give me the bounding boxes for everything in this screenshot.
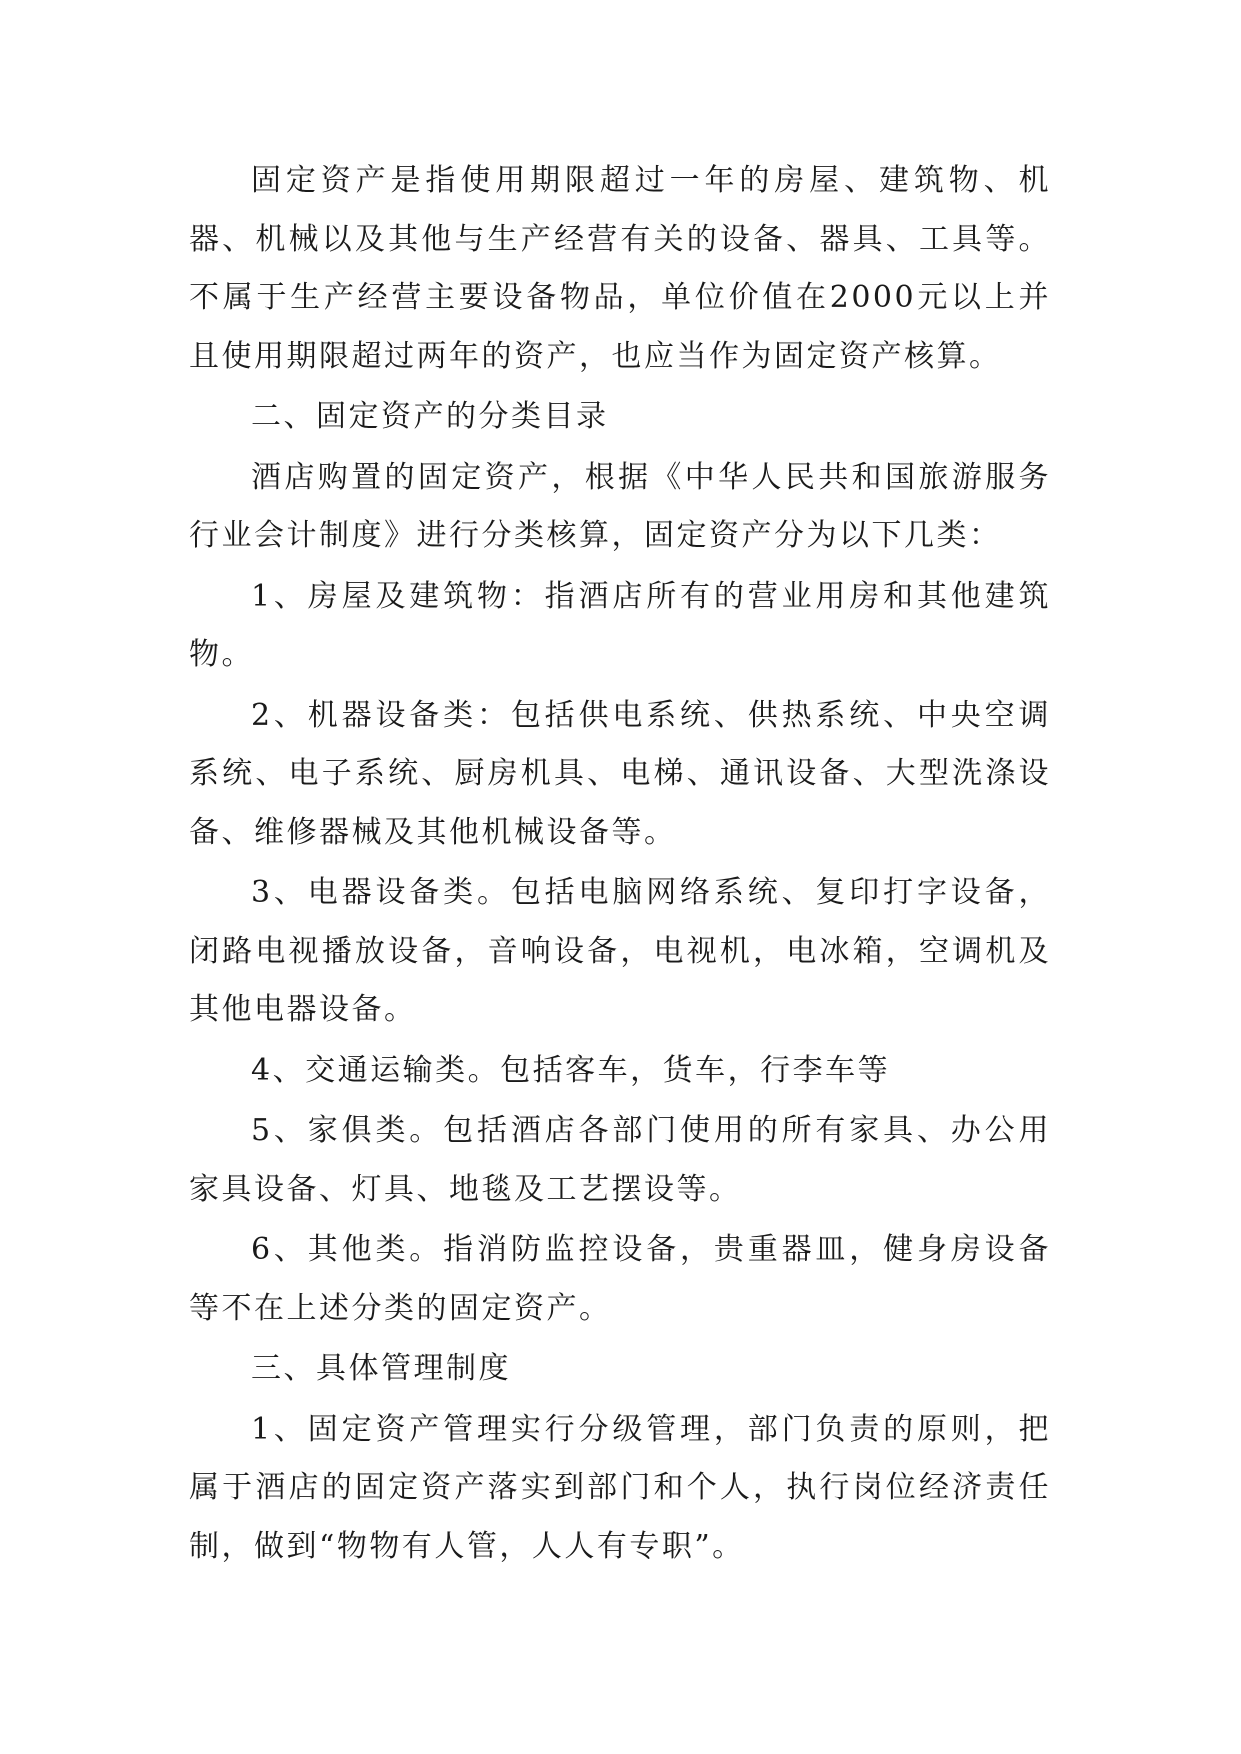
- section-heading-management: 三、具体管理制度: [251, 1351, 511, 1386]
- list-item-other: 6、其他类。指消防监控设备，贵重器皿，健身房设备等不在上述分类的固定资产。: [189, 1232, 1051, 1326]
- list-item-buildings: 1、房屋及建筑物：指酒店所有的营业用房和其他建筑物。: [189, 578, 1051, 672]
- list-item-machinery: 2、机器设备类：包括供电系统、供热系统、中央空调系统、电子系统、厨房机具、电梯、通讯设备、大型洗涤设备、维修器械及其他机械设备等。: [189, 697, 1051, 850]
- paragraph-definition: 固定资产是指使用期限超过一年的房屋、建筑物、机器、机械以及其他与生产经营有关的设备、器具、工具等。不属于生产经营主要设备物品，单位价值在2000元以上并且使用期限超过两年的资产，也应当作为固定资产核算。: [189, 163, 1051, 374]
- paragraph-classification-intro: 酒店购置的固定资产，根据《中华人民共和国旅游服务行业会计制度》进行分类核算，固定资产分为以下几类：: [189, 459, 1051, 553]
- document-body: [189, 152, 1051, 1578]
- list-item-transport: 4、交通运输类。包括客车，货车，行李车等: [251, 1052, 891, 1088]
- list-item-electrical: 3、电器设备类。包括电脑网络系统、复印打字设备，闭路电视播放设备，音响设备，电视机，电冰箱，空调机及其他电器设备。: [189, 875, 1051, 1027]
- section-heading-classification: 二、固定资产的分类目录: [251, 399, 609, 434]
- list-item-management-rule: 1、固定资产管理实行分级管理，部门负责的原则，把属于酒店的固定资产落实到部门和个人，执行岗位经济责任制，做到“物物有人管，人人有专职”。: [189, 1411, 1051, 1564]
- list-item-furniture: 5、家俱类。包括酒店各部门使用的所有家具、办公用家具设备、灯具、地毯及工艺摆设等。: [189, 1113, 1051, 1207]
